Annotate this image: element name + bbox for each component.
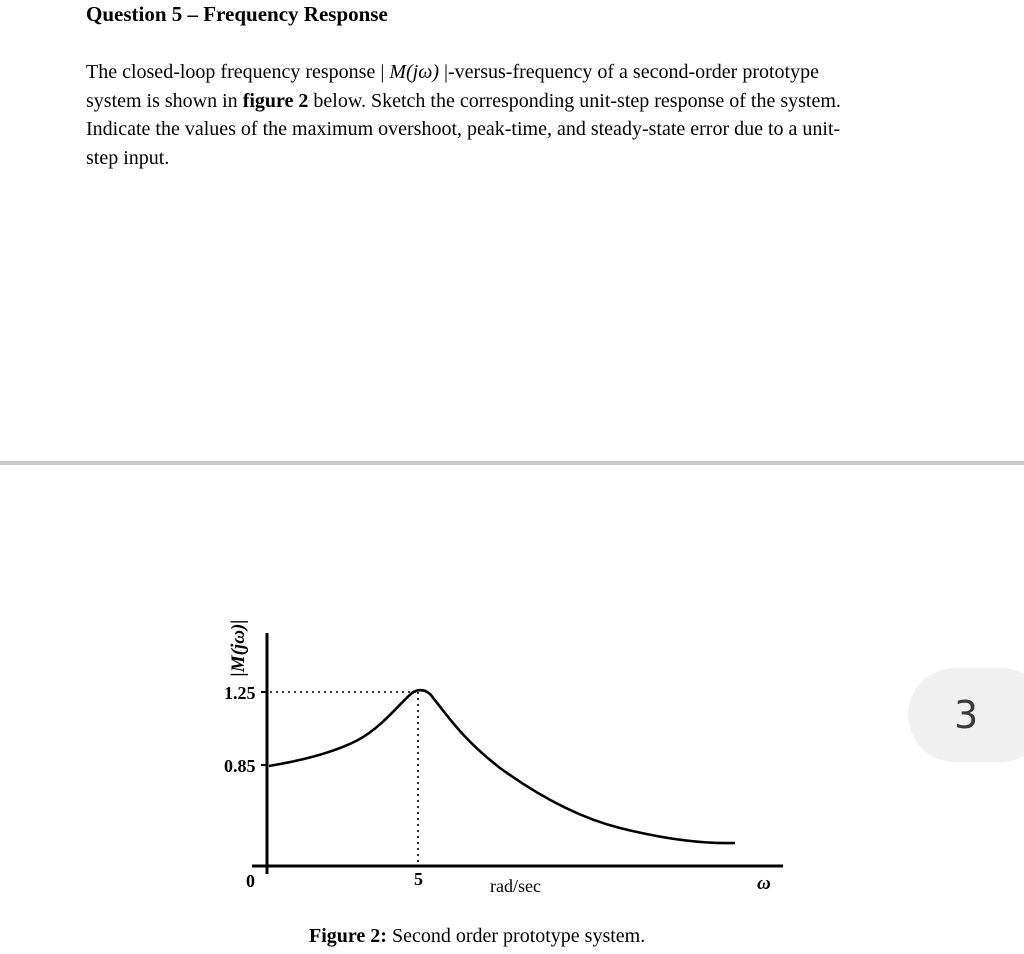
- text-fragment: below. Sketch the corresponding unit-step response of the system.: [308, 89, 841, 112]
- caption-text: Second order prototype system.: [386, 925, 646, 947]
- figure-caption: [309, 925, 645, 948]
- page-number: 3: [954, 693, 979, 737]
- magnitude-curve: [269, 690, 735, 843]
- question-title: Question 5 – Frequency Response: [86, 2, 388, 26]
- x-tick-label-origin: 0: [246, 871, 255, 891]
- y-tick-label-peak: 1.25: [224, 683, 256, 703]
- y-tick-label-dc: 0.85: [224, 756, 256, 776]
- question-line-3: Indicate the values of the maximum overshoot, peak-time, and steady-state error due to a unit-: [86, 118, 841, 141]
- x-units-label: rad/sec: [490, 876, 541, 896]
- x-axis-symbol: ω: [757, 873, 771, 894]
- y-axis-label: |M(jω)|: [228, 619, 249, 677]
- math-m-jw: M(jω): [389, 61, 440, 83]
- x-tick-label-peak: 5: [414, 869, 423, 889]
- caption-label: Figure 2:: [309, 925, 387, 947]
- text-fragment: The closed-loop frequency response |: [86, 61, 390, 83]
- figure-reference: figure 2: [242, 89, 309, 112]
- text-fragment: system is shown in: [86, 89, 243, 112]
- question-line-4: step input.: [86, 146, 170, 169]
- text-fragment: |-versus-frequency of a second-order prototype: [439, 61, 819, 83]
